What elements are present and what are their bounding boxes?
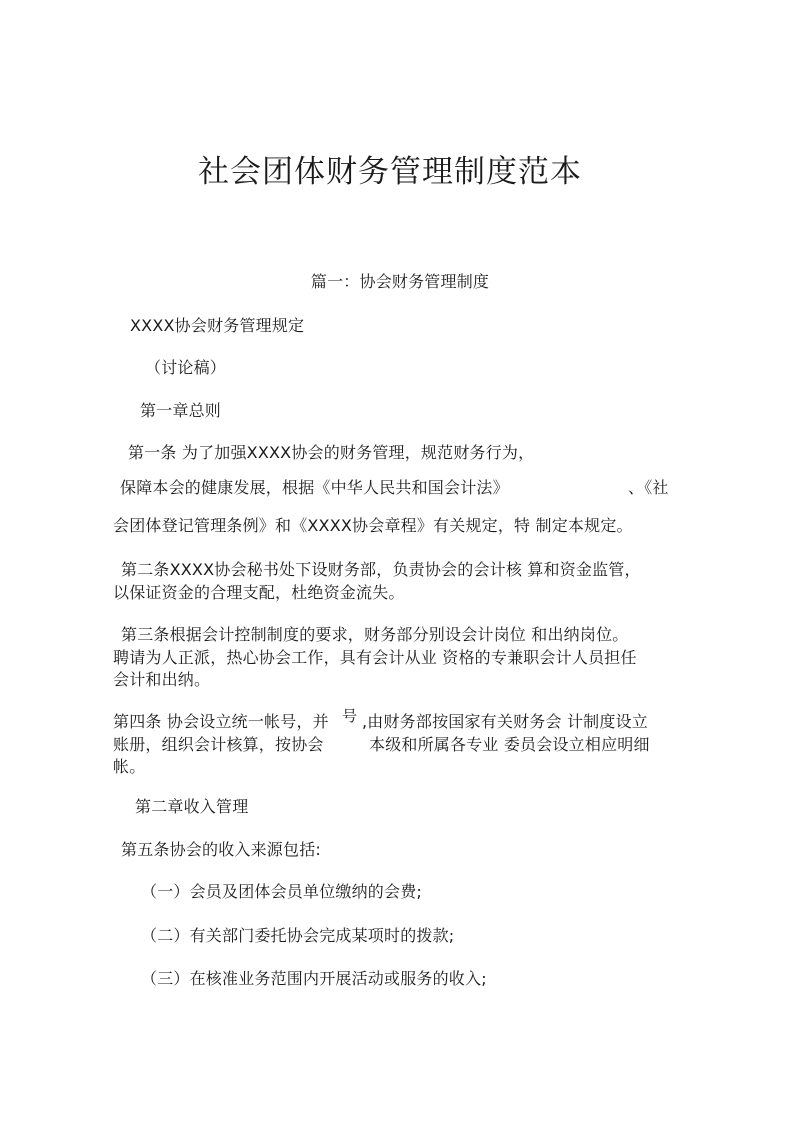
article-3-line-2: 聘请为人正派，热心协会工作，具有会计从业 资格的专兼职会计人员担任: [113, 648, 637, 667]
article-1-line-2a: 保障本会的健康发展，根据《中华人民共和国会计法》: [120, 478, 509, 497]
article-5-item-1: （一）会员及团体会员单位缴纳的会费;: [141, 882, 422, 901]
chapter-1-heading: 第一章总则: [140, 401, 222, 420]
article-1-line-2b: 、《社: [628, 478, 669, 497]
article-2-line-2: 以保证资金的合理支配，杜绝资金流失。: [113, 583, 405, 602]
article-4-line-1a: 第四条 协会设立统一帐号，并: [113, 712, 329, 731]
article-4-line-2b: 本级和所属各专业 委员会设立相应明细: [369, 735, 650, 754]
article-2-line-1: 第二条XXXX协会秘书处下设财务部，负责协会的会计核 算和资金监管，: [121, 560, 641, 579]
article-5-item-3: （三）在核准业务范围内开展活动或服务的收入;: [141, 969, 487, 988]
article-5-intro: 第五条协会的收入来源包括:: [121, 840, 321, 859]
article-4-line-3: 帐。: [113, 757, 146, 776]
chapter-2-heading: 第二章收入管理: [135, 797, 249, 816]
document-title: 社会团体财务管理制度范本: [198, 154, 582, 190]
draft-note: （讨论稿）: [145, 358, 227, 377]
article-4-line-1b: 号: [342, 707, 358, 725]
regulation-name: XXXX协会财务管理规定: [130, 316, 305, 335]
article-4-line-2a: 账册，组织会计核算，按协会: [113, 735, 324, 754]
article-5-item-2: （二）有关部门委托协会完成某项时的拨款;: [141, 926, 455, 945]
article-1-line-3: 会团体登记管理条例》和《XXXX协会章程》有关规定，特 制定本规定。: [113, 516, 633, 535]
article-3-line-1: 第三条根据会计控制制度的要求，财务部分别设会计岗位 和出纳岗位。: [121, 625, 629, 644]
article-4-line-1c: ,由财务部按国家有关财务会 计制度设立: [362, 712, 648, 731]
article-3-line-3: 会计和出纳。: [113, 670, 211, 689]
section-heading: 篇一：协会财务管理制度: [310, 272, 490, 291]
article-1-line-1: 第一条 为了加强XXXX协会的财务管理，规范财务行为，: [128, 443, 535, 462]
